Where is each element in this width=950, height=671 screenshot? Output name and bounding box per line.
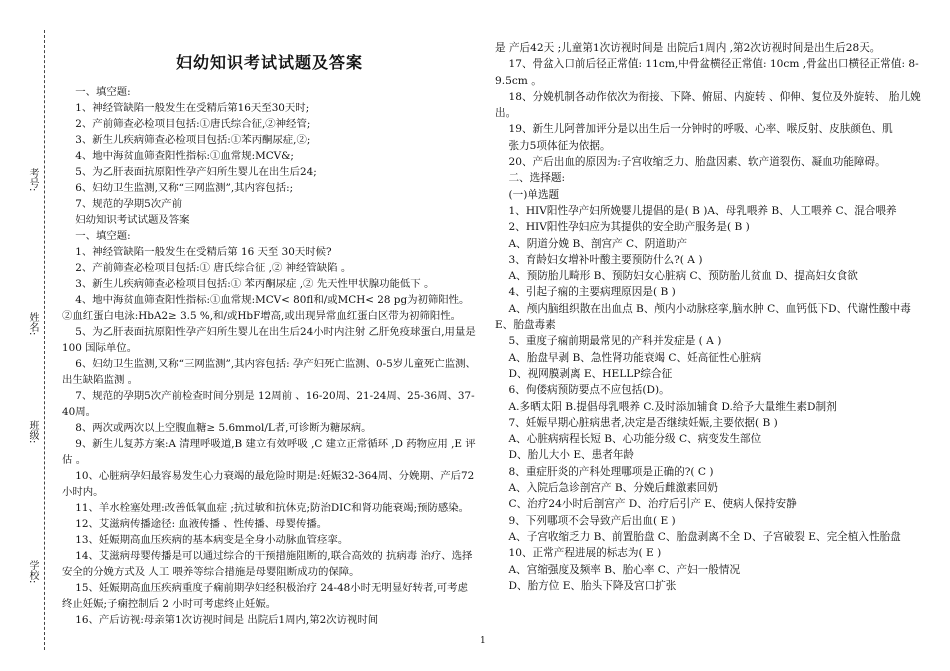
school-label: 学校: bbox=[27, 560, 38, 584]
name-label: 姓名: bbox=[27, 312, 38, 336]
text-line: 9、下列哪项不会导致产后出血( E ) bbox=[495, 514, 676, 527]
text-line: 13、妊娠期高血压疾病的基本病变是全身小动脉血管痉挛。 bbox=[62, 534, 349, 546]
text-line: 6、妇幼卫生监测,又称“三网监测”,其内容包括: 孕产妇死亡监测、0-5岁儿童死亡监测、 出生缺陷监测 。 bbox=[62, 358, 480, 386]
binding-dashed-line bbox=[44, 30, 45, 650]
text-line: 20、产后出血的原因为:子宫收缩乏力、胎盘因素、软产道裂伤、凝血功能障碍。 bbox=[495, 156, 886, 169]
text-line: 14、艾滋病母婴传播是可以通过综合的干预措施阻断的,联合高效的 抗病毒 治疗、选择安全的分娩方式及 人工 喂养等综合措施是母婴阻断成功的保障。 bbox=[62, 550, 473, 578]
text-line: 16、产后访视:母亲第1次访视时间是 出院后1周内,第2次访视时间 bbox=[62, 614, 379, 626]
text-line: A、颅内脑组织散在出血点 B、颅内小动脉痉挛,脑水肿 C、血钙低下D、代谢性酸中毒E、胎盘毒素 bbox=[495, 302, 911, 332]
text-line: D、视网膜剥离 E、HELLP综合征 bbox=[495, 367, 673, 380]
text-line: 18、分娩机制各动作依次为衔接、下降、俯屈、内旋转 、仰伸、复位及外旋转、 胎儿娩出。 bbox=[495, 90, 921, 120]
exam-number-label: 考号: bbox=[27, 168, 38, 192]
text-line: 3、新生儿疾病筛查必检项目包括:①苯丙酮尿症,②; bbox=[62, 134, 311, 146]
text-line: (一)单选题 bbox=[495, 188, 560, 201]
text-line: 8、两次或两次以上空腹血糖≥ 5.6mmol/L者,可诊断为糖尿病。 bbox=[62, 422, 372, 434]
text-line: 5、重度子痫前期最常见的产科并发症是 ( A ) bbox=[495, 335, 722, 348]
text-line: 7、规范的孕期5次产前 bbox=[62, 198, 182, 210]
text-line: 7、妊娠早期心脏病患者,决定是否继续妊娠,主要依据( B ) bbox=[495, 416, 778, 429]
text-line: C、治疗24小时后剖宫产 D、治疗后引产 E、使病人保持安静 bbox=[495, 498, 797, 511]
text-line: 是 产后42天 ;儿童第1次访视时间是 出院后1周内 ,第2次访视时间是出生后28天。 bbox=[495, 42, 881, 54]
text-line: 妇幼知识考试试题及答案 bbox=[62, 214, 190, 226]
text-line: 1、神经管缺陷一般发生在受精后第 16 天至 30天时候? bbox=[62, 246, 332, 258]
left-column bbox=[62, 84, 480, 628]
text-line: A、宫缩强度及频率 B、胎心率 C、产妇一般情况 bbox=[495, 563, 741, 576]
text-line: 1、神经管缺陷一般发生在受精后第16天至30天时; bbox=[62, 102, 310, 114]
text-line: 7、规范的孕期5次产前检查时间分别是 12周前 、16-20周、21-24周、25-36周、37-40周。 bbox=[62, 390, 475, 418]
class-label: 班级: bbox=[27, 420, 38, 444]
text-line: 19、新生儿阿普加评分是以出生后一分钟时的呼吸、心率、喉反射、皮肤颜色、肌 bbox=[495, 123, 893, 136]
text-line: 2、HIV阳性孕妇应为其提供的安全助产服务是( B ) bbox=[495, 221, 750, 234]
text-line: 15、妊娠期高血压疾病重度子痫前期孕妇经积极治疗 24-48小时无明显好转者,可考虑终止妊娠;子痫控制后 2 小时可考虑终止妊娠。 bbox=[62, 582, 468, 610]
text-line: 6、佝偻病预防要点不应包括(D)。 bbox=[495, 384, 670, 397]
text-line: A、胎盘早剥 B、急性肾功能衰竭 C、妊高征性心脏病 bbox=[495, 351, 762, 364]
text-line: 1、HIV阳性孕产妇所娩婴儿提倡的是( B )A、母乳喂养 B、人工喂养 C、混合喂养 bbox=[495, 204, 897, 217]
text-line: 4、地中海贫血筛查阳性指标:①血常规:MCV&; bbox=[62, 150, 294, 162]
text-line: 9、新生儿复苏方案:A 清理呼吸道,B 建立有效呼吸 ,C 建立正常循环 ,D 药物应用 ,E 评估 。 bbox=[62, 438, 476, 466]
text-line: D、胎方位 E、胎头下降及宫口扩张 bbox=[495, 579, 677, 592]
text-line: 8、重症肝炎的产科处理哪项是正确的?( C ) bbox=[495, 465, 714, 478]
text-line: 10、正常产程进展的标志为( E ) bbox=[495, 547, 662, 560]
binding-margin bbox=[0, 0, 60, 671]
text-line: 6、妇幼卫生监测,又称“三网监测”,其内容包括:; bbox=[62, 182, 294, 194]
text-line: 4、引起子痫的主要病理原因是( B ) bbox=[495, 286, 676, 299]
page-title: 妇幼知识考试试题及答案 bbox=[175, 53, 363, 72]
text-line: D、胎儿大小 E、患者年龄 bbox=[495, 449, 635, 462]
text-line: 3、育龄妇女增补叶酸主要预防什么?( A ) bbox=[495, 253, 703, 266]
text-line: 4、地中海贫血筛查阳性指标:①血常规:MCV< 80fl和/或MCH< 28 pg为初筛阳性。②血红蛋白电泳:HbA2≥ 3.5 %,和/或HbF增高,或出现异常血红蛋白区带为初筛阳性。 bbox=[62, 294, 470, 322]
text-line: 二、选择题: bbox=[495, 172, 566, 185]
text-line: 5、为乙肝表面抗原阳性孕产妇所生婴儿在出生后24小时内注射 乙肝免疫球蛋白,用量是 100 国际单位。 bbox=[62, 326, 480, 354]
text-line: 张力5项体征为依据。 bbox=[495, 139, 611, 152]
text-line: A、阴道分娩 B、剖宫产 C、阴道助产 bbox=[495, 237, 688, 250]
text-line: A、心脏病病程长短 B、心功能分级 C、病变发生部位 bbox=[495, 433, 762, 446]
text-line: A、预防胎儿畸形 B、预防妇女心脏病 C、预防胎儿贫血 D、提高妇女食欲 bbox=[495, 270, 858, 283]
text-line: 10、心脏病孕妇最容易发生心力衰竭的最危险时期是:妊娠32-364周、分娩期、产后72小时内。 bbox=[62, 470, 475, 498]
text-line: A、子宫收缩乏力 B、前置胎盘 C、胎盘剥离不全 D、子宫破裂 E、完全植入性胎盘 bbox=[495, 530, 901, 543]
page-number: 1 bbox=[480, 636, 486, 646]
text-line: A、入院后急诊剖宫产 B、分娩后雌激素回奶 bbox=[495, 482, 718, 495]
text-line: 5、为乙肝表面抗原阳性孕产妇所生婴儿在出生后24; bbox=[62, 166, 317, 178]
text-line: 3、新生儿疾病筛查必检项目包括:① 苯丙酮尿症 ,② 先天性甲状腺功能低下 。 bbox=[62, 278, 435, 290]
text-line: 17、骨盆入口前后径正常值: 11cm,中骨盆横径正常值: 10cm ,骨盆出口横径正常值: 8-9.5cm 。 bbox=[495, 58, 919, 87]
text-line: 11、羊水栓塞处理:改善低氧血症 ;抗过敏和抗休克;防治DIC和肾功能衰竭;预防感染。 bbox=[62, 502, 470, 514]
text-line: 2、产前筛查必检项目包括:① 唐氏综合征 ,② 神经管缺陷 。 bbox=[62, 262, 352, 274]
text-line: 2、产前筛查必检项目包括:①唐氏综合征,②神经管; bbox=[62, 118, 311, 130]
text-line: A.多晒太阳 B.提倡母乳喂养 C.及时添加辅食 D.给予大量维生素D制剂 bbox=[495, 400, 837, 413]
text-line: 一、填空题: bbox=[62, 230, 131, 242]
right-column bbox=[495, 40, 925, 594]
text-line: 一、填空题: bbox=[62, 86, 131, 98]
text-line: 12、艾滋病传播途径: 血液传播 、性传播、母婴传播。 bbox=[62, 518, 328, 530]
